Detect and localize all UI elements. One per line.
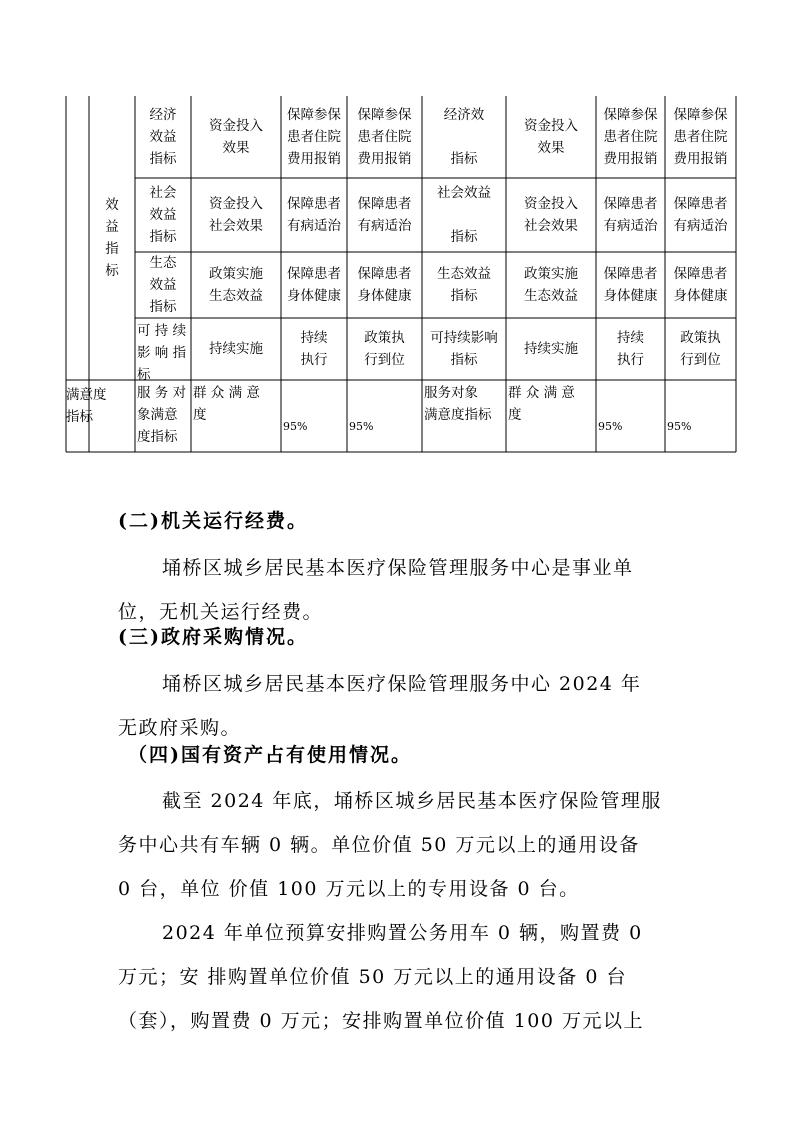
section-heading: （四)国有资产占有使用情况。 (128, 744, 412, 766)
table-cell-r1-c2: 保障参保 患者住院 费用报销 (287, 107, 341, 167)
paragraph-line: 位，无机关运行经费。 (118, 601, 324, 623)
table-cell-r5-c1: 群 众 满 意 度 (193, 385, 260, 423)
table-cell-r3-c7: 保障患者 身体健康 (673, 266, 728, 304)
table-cell-r4-c3: 政策执 行到位 (364, 330, 405, 368)
section-heading: (二)机关运行经费。 (118, 510, 308, 532)
table-cell-r3-c3: 保障患者 身体健康 (357, 266, 412, 304)
table-cell-r4-c1: 持续实施 (209, 341, 263, 357)
table-cell-r4-c5: 持续实施 (524, 341, 578, 357)
table-cell-r2-c7: 保障患者 有病适治 (673, 196, 728, 234)
paragraph-line: （套），购置费 0 万元；安排购置单位价值 100 万元以上 (118, 1010, 645, 1032)
table-cell-r5-c7: 95% (667, 420, 692, 433)
table-cell-r1-c7: 保障参保 患者住院 费用报销 (673, 107, 728, 167)
paragraph-line: 0 台，单位 价值 100 万元以上的专用设备 0 台。 (118, 878, 580, 900)
table-cell-r1-sub: 经济 效益 指标 (149, 107, 177, 167)
paragraph-line: 埇桥区城乡居民基本医疗保险管理服务中心 2024 年 (162, 673, 642, 695)
section-heading: (三)政府采购情况。 (118, 626, 308, 648)
paragraph-line: 万元；安 排购置单位价值 50 万元以上的通用设备 0 台 (118, 966, 627, 988)
paragraph-line: 埇桥区城乡居民基本医疗保险管理服务中心是事业单 (162, 557, 634, 579)
paragraph-line: 2024 年单位预算安排购置公务用车 0 辆，购置费 0 (162, 922, 643, 944)
table-cell-r3-c1: 政策实施 生态效益 (209, 266, 263, 304)
table-cell-r5-c3: 95% (349, 420, 374, 433)
table-cell-r4-c7: 政策执 行到位 (680, 330, 721, 368)
table-cell-r1-c4: 经济效 指标 (443, 107, 485, 167)
table-cell-r4-c4: 可持续影响 指标 (430, 330, 498, 368)
table-cell-r2-c6: 保障患者 有病适治 (603, 196, 658, 234)
table-cell-r3-c5: 政策实施 生态效益 (524, 266, 578, 304)
paragraph-line: 截至 2024 年底，埇桥区城乡居民基本医疗保险管理服 (162, 790, 662, 812)
satisfaction-group-label: 满意度 指标 (66, 387, 107, 425)
table-cell-r2-c2: 保障患者 有病适治 (287, 196, 341, 234)
table-cell-r5-sub: 服 务 对 象满意 度指标 (137, 385, 187, 445)
table-cell-r2-c1: 资金投入 社会效果 (209, 196, 263, 234)
table-cell-r1-c6: 保障参保 患者住院 费用报销 (603, 107, 658, 167)
table-cell-r4-c2: 持续 执行 (300, 330, 328, 368)
table-cell-r5-c6: 95% (598, 420, 623, 433)
table-cell-r3-c2: 保障患者 身体健康 (287, 266, 341, 304)
table-cell-r3-c6: 保障患者 身体健康 (603, 266, 658, 304)
table-cell-r4-c6: 持续 执行 (617, 330, 644, 368)
table-cell-r1-c5: 资金投入 效果 (524, 118, 578, 156)
table-cell-r3-sub: 生态 效益 指标 (149, 255, 177, 315)
table-cell-r2-sub: 社会 效益 指标 (149, 185, 177, 245)
table-cell-r5-c2: 95% (283, 420, 308, 433)
indicator-table (0, 0, 793, 460)
table-cell-r3-c4: 生态效益 指标 (437, 266, 491, 304)
table-cell-r2-c4: 社会效益 指标 (437, 185, 491, 245)
table-cell-r5-c5: 群 众 满 意 度 (508, 385, 575, 423)
paragraph-line: 务中心共有车辆 0 辆。单位价值 50 万元以上的通用设备 (118, 834, 640, 856)
paragraph-line: 无政府采购。 (118, 717, 242, 739)
table-cell-r1-c3: 保障参保 患者住院 费用报销 (357, 107, 412, 167)
table-cell-r1-c1: 资金投入 效果 (209, 118, 263, 156)
table-cell-r2-c3: 保障患者 有病适治 (357, 196, 412, 234)
table-cell-r5-c4: 服务对象 满意度指标 (424, 385, 492, 423)
benefit-group-label: 效 益 指 标 (105, 197, 119, 279)
table-cell-r4-sub: 可 持 续 影 响 指 标 (137, 323, 187, 383)
table-cell-r2-c5: 资金投入 社会效果 (524, 196, 578, 234)
